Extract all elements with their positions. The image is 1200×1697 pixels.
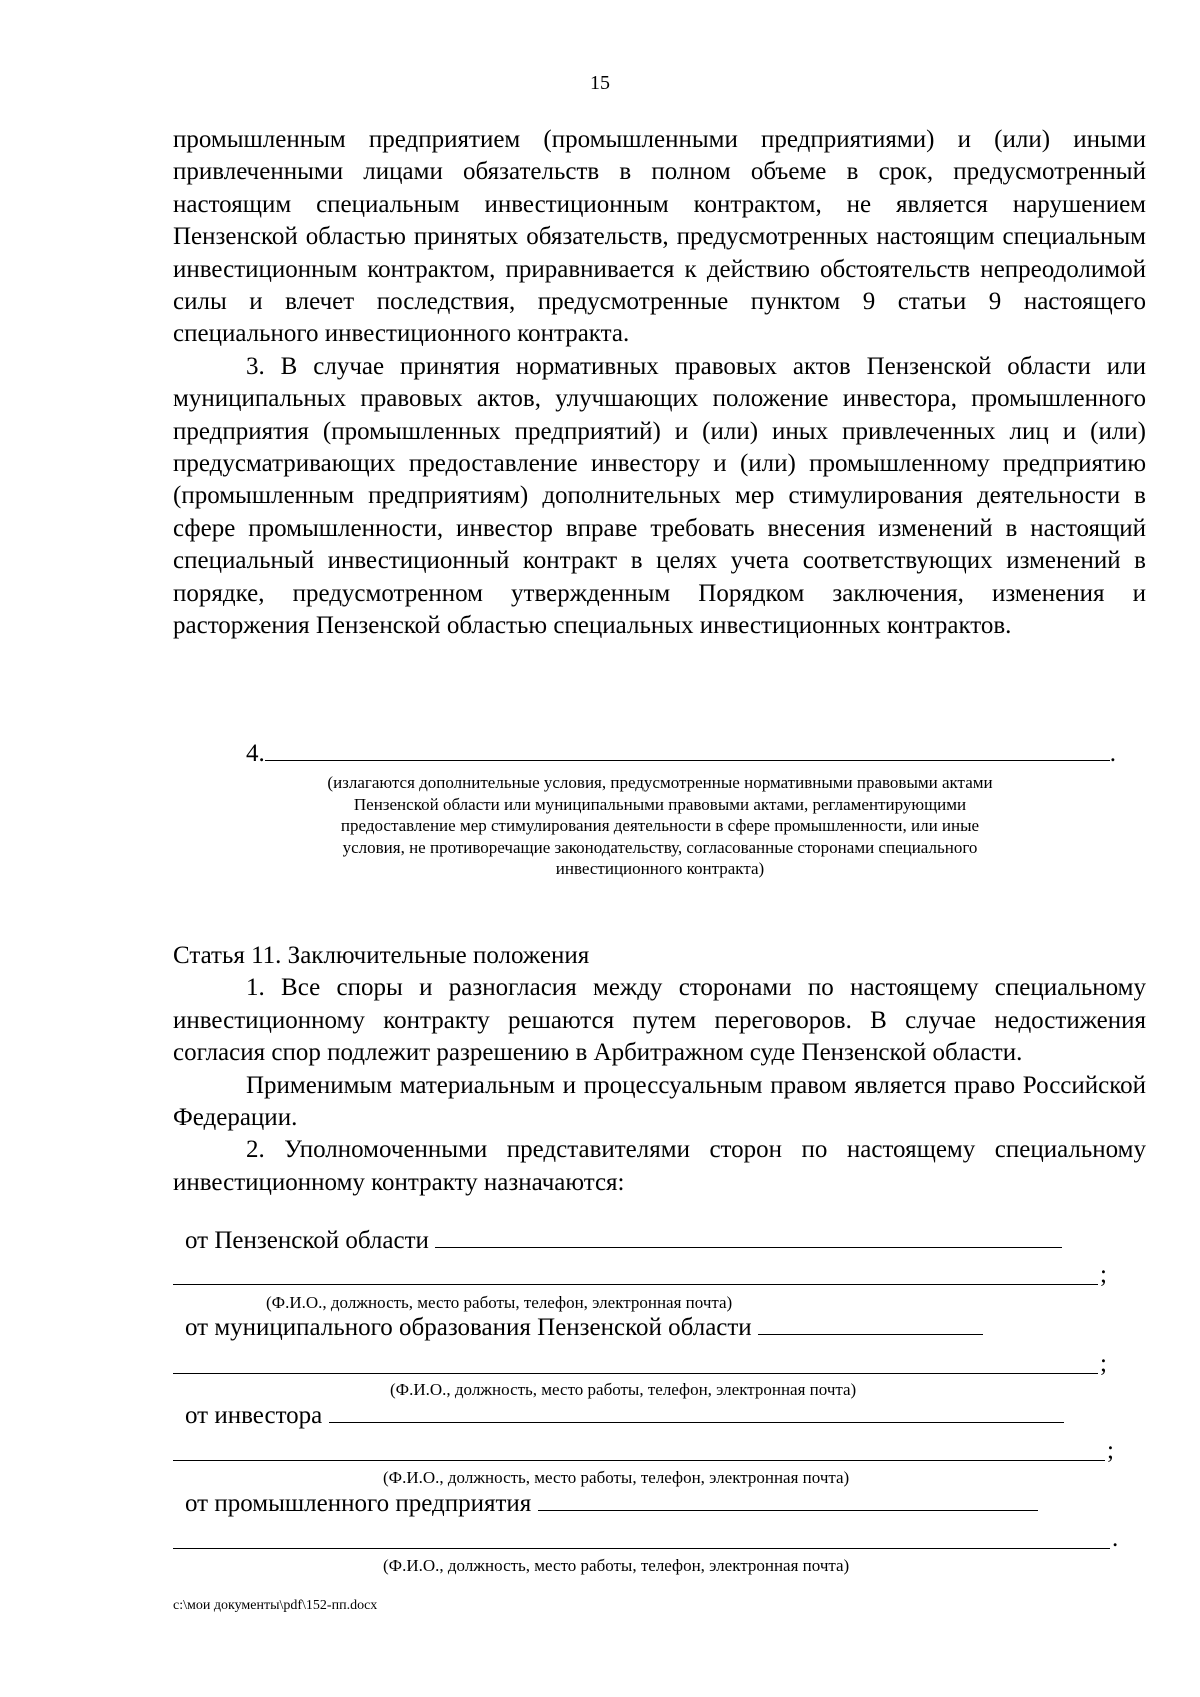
rep-municipality xyxy=(185,1312,983,1342)
paragraph-3: 3. В случае принятия нормативных правовых актов Пензенской области или муниципальных правовых актов, улучшающих положение инвестора, промышленного предприятия (промышленных предприятий) и (или) иных привлеченных лиц и (или) предусматривающих предоставление инвестору и (или) промышленному предприятию (промышленным предприятиям) дополнительных мер стимулирования деятельности в сфере промышленности, инвестор вправе требовать внесения изменений в настоящий специальный инвестиционный контракт в целях учета соответствующих изменений в порядке, предусмотренном утвержденным Порядком заключения, изменения и расторжения Пензенской областью специальных инвестиционных контрактов. xyxy=(173,352,1146,640)
page-number: 15 xyxy=(590,72,610,94)
rep-enterprise-caption: (Ф.И.О., должность, место работы, телефон, электронная почта) xyxy=(383,1556,850,1575)
article-11-paragraph-1b: Применимым материальным и процессуальным правом является право Российской Федерации. xyxy=(173,1071,1146,1132)
article-title: Статья 11. Заключительные положения xyxy=(173,942,590,969)
rep-investor-label: от инвестора xyxy=(185,1402,323,1429)
rep-investor-end: ; xyxy=(1107,1437,1114,1464)
rep-municipality-line[interactable] xyxy=(173,1373,1098,1374)
paragraph-4-note: (излагаются дополнительные условия, предусмотренные нормативными правовыми актами Пензенской области или муниципальными правовыми актами, регламентирующими предоставление мер стимулирования деятельности в сфере промышленности, или иные условия, не противоречащие законодательству, согласованные сторонами специального инвестиционного контракта) xyxy=(327,773,993,878)
footer-file-path: c:\мои документы\pdf\152-пп.docx xyxy=(173,1598,378,1613)
paragraph-4 xyxy=(246,738,1116,768)
paragraph-4-blank[interactable] xyxy=(265,738,1110,761)
rep-region-caption: (Ф.И.О., должность, место работы, телефон, электронная почта) xyxy=(266,1293,733,1312)
rep-municipality-caption: (Ф.И.О., должность, место работы, телефон, электронная почта) xyxy=(390,1380,857,1399)
main-text xyxy=(173,124,1146,643)
rep-investor-blank[interactable] xyxy=(329,1400,1064,1423)
rep-enterprise-label: от промышленного предприятия xyxy=(185,1490,532,1517)
rep-investor-line[interactable] xyxy=(173,1460,1105,1461)
rep-enterprise-blank[interactable] xyxy=(538,1488,1038,1511)
rep-investor-caption: (Ф.И.О., должность, место работы, телефон, электронная почта) xyxy=(383,1468,850,1487)
rep-investor xyxy=(185,1400,1064,1430)
rep-enterprise-line[interactable] xyxy=(173,1548,1110,1549)
rep-region-label: от Пензенской области xyxy=(185,1227,429,1254)
article-11 xyxy=(173,940,1146,1199)
paragraph-4-label: 4. xyxy=(246,740,265,767)
rep-region-line[interactable] xyxy=(173,1284,1098,1285)
article-11-paragraph-2: 2. Уполномоченными представителями сторон по настоящему специальному инвестиционному контракту назначаются: xyxy=(173,1136,1146,1196)
rep-region xyxy=(185,1225,1062,1255)
paragraph-continuation: промышленным предприятием (промышленными предприятиями) и (или) иными привлеченными лицами обязательств в полном объеме в срок, предусмотренный настоящим специальным инвестиционным контрактом, не является нарушением Пензенской областью принятых обязательств, предусмотренных настоящим специальным инвестиционным контрактом, приравнивается к действию обстоятельств непреодолимой силы и влечет последствия, предусмотренные пунктом 9 статьи 9 настоящего специального инвестиционного контракта. xyxy=(173,126,1146,348)
article-11-paragraph-1: 1. Все споры и разногласия между сторонами по настоящему специальному инвестиционному контракту решаются путем переговоров. В случае недостижения согласия спор подлежит разрешению в Арбитражном суде Пензенской области. xyxy=(173,974,1146,1067)
rep-region-blank[interactable] xyxy=(435,1225,1062,1248)
rep-region-end: ; xyxy=(1100,1261,1107,1288)
rep-municipality-label: от муниципального образования Пензенской области xyxy=(185,1314,752,1341)
paragraph-4-end: . xyxy=(1109,740,1116,767)
rep-enterprise-end: . xyxy=(1112,1525,1119,1552)
rep-municipality-blank[interactable] xyxy=(758,1312,983,1335)
rep-enterprise xyxy=(185,1488,1038,1518)
rep-municipality-end: ; xyxy=(1100,1350,1107,1377)
